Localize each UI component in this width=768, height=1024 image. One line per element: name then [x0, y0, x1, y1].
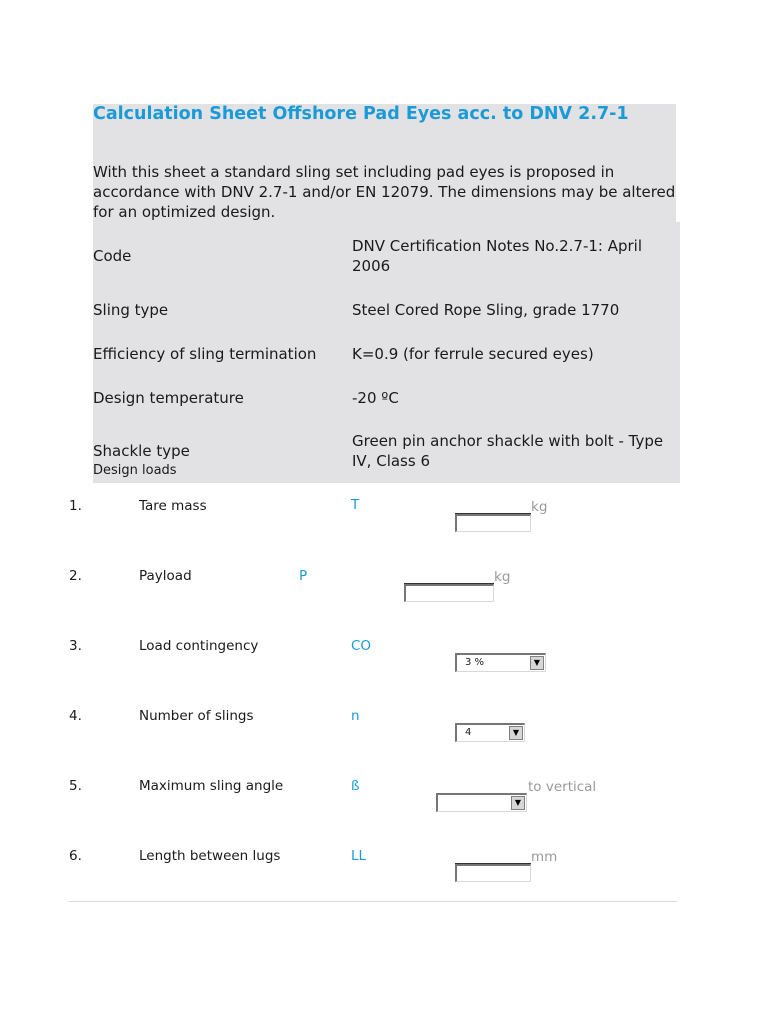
property-key: Shackle type [93, 442, 190, 460]
max-sling-angle-select[interactable] [436, 793, 527, 812]
item-label: Load contingency [139, 638, 259, 654]
item-label: Length between lugs [139, 848, 281, 864]
item-label: Payload [139, 568, 192, 584]
item-symbol: CO [351, 638, 372, 654]
divider [69, 901, 677, 902]
property-value: K=0.9 (for ferrule secured eyes) [352, 345, 594, 363]
item-number: 2. [69, 568, 82, 584]
property-key: Code [93, 246, 132, 265]
item-number: 4. [69, 708, 82, 724]
item-number: 5. [69, 778, 82, 794]
item-symbol: P [299, 568, 308, 584]
item-symbol: n [351, 708, 360, 724]
table-row [93, 419, 680, 483]
item-symbol: ß [351, 778, 360, 794]
item-number: 1. [69, 498, 82, 514]
item-label: Number of slings [139, 708, 254, 724]
table-row [93, 377, 680, 419]
property-value: DNV Certification Notes No.2.7-1: April 2006 [352, 236, 643, 275]
length-between-lugs-input[interactable] [455, 864, 531, 882]
table-row [93, 331, 680, 377]
intro-text: With this sheet a standard sling set including pad eyes is proposed in accordance with DNV 2.7-1 and/or EN 12079. The dimensions may be altered for an optimized design. [93, 163, 676, 221]
property-value: Green pin anchor shackle with bolt - Type IV, Class 6 [352, 432, 664, 470]
table-row [93, 222, 680, 289]
item-unit: mm [531, 849, 558, 865]
properties-table [93, 222, 680, 483]
item-number: 6. [69, 848, 82, 864]
page-title: Calculation Sheet Offshore Pad Eyes acc. to DNV 2.7-1 [93, 104, 629, 124]
item-symbol: T [351, 497, 360, 513]
property-value: -20 ºC [352, 389, 399, 407]
payload-input[interactable] [404, 584, 494, 602]
selected-value: 4 [465, 727, 472, 738]
property-key: Sling type [93, 301, 169, 319]
chevron-down-icon[interactable]: ▼ [530, 656, 544, 670]
table-row [93, 289, 680, 331]
load-contingency-select[interactable] [455, 653, 546, 672]
item-unit: kg [494, 569, 511, 585]
chevron-down-icon[interactable]: ▼ [511, 796, 525, 810]
item-label: Tare mass [139, 498, 207, 514]
chevron-down-icon[interactable]: ▼ [509, 726, 523, 740]
design-loads-heading: Design loads [93, 463, 177, 478]
item-number: 3. [69, 638, 82, 654]
item-unit: kg [531, 499, 548, 515]
property-key: Design temperature [93, 389, 244, 407]
item-label: Maximum sling angle [139, 778, 284, 794]
item-symbol: LL [351, 848, 367, 864]
selected-value: 3 % [465, 657, 485, 668]
tare-mass-input[interactable] [455, 514, 531, 532]
property-value: Steel Cored Rope Sling, grade 1770 [352, 301, 620, 319]
item-unit: to vertical [528, 779, 597, 795]
number-of-slings-select[interactable] [455, 723, 525, 742]
property-key: Efficiency of sling termination [93, 345, 317, 363]
